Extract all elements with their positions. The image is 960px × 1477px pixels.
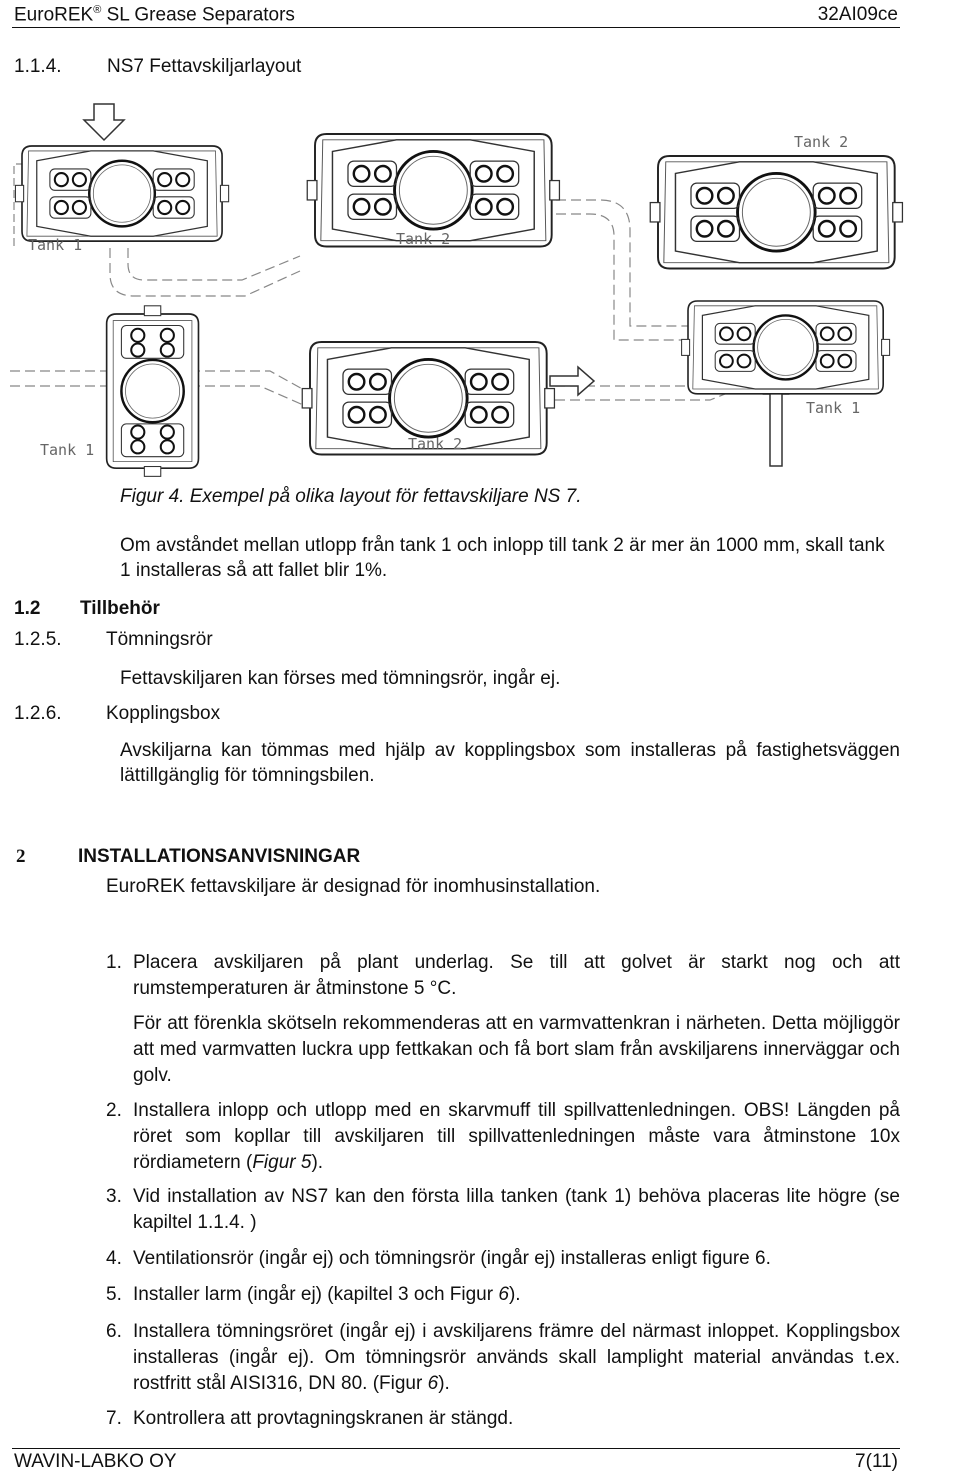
tank-label: Tank 1 — [806, 399, 861, 417]
list-text-tail: ). — [311, 1152, 324, 1173]
list-item — [106, 1098, 900, 1176]
section-heading-1-1-4 — [14, 56, 302, 78]
tank-label: Tank 2 — [794, 133, 849, 151]
list-item — [106, 1011, 900, 1089]
list-text: Kontrollera att provtagningskranen är stängd. — [133, 1408, 514, 1429]
section-number: 1.2 — [14, 598, 41, 619]
footer-company: WAVIN-LABKO OY — [14, 1451, 177, 1472]
flow-arrow-icon — [550, 367, 594, 395]
list-text-wrap — [133, 1319, 900, 1397]
separator-tank-1-top — [15, 146, 228, 241]
section-1-2-6-text: Avskiljarna kan tömmas med hjälp av kopplingsbox som installeras på fastighetsväggen lättillgänglig för tömningsbilen. — [120, 740, 900, 786]
section-heading-2 — [16, 846, 361, 868]
section-number: 1.2.5. — [14, 629, 62, 650]
section-heading-1-2 — [14, 598, 160, 620]
layout-figure — [10, 96, 906, 486]
section-heading-1-2-5 — [14, 629, 213, 651]
list-text-wrap — [133, 1282, 900, 1308]
header-rule — [12, 27, 900, 28]
header-brand: EuroREK — [14, 4, 94, 26]
section-2-intro: EuroREK fettavskiljare är designad för inomhusinstallation. — [106, 876, 601, 897]
section-title: Tömningsrör — [106, 629, 213, 650]
section-title: Kopplingsbox — [106, 703, 221, 724]
list-number: 6. — [106, 1321, 122, 1342]
header-doc-code: 32AI09ce — [817, 4, 898, 25]
list-text: Installera inlopp och utlopp med en skarvmuff till spillvattenledningen. OBS! Längden på röret som kopllar till avskiljaren till spillvattenledningen måste vara åtminstone 10x rördiametern ( — [133, 1100, 900, 1173]
list-text: Installer larm (ingår ej) (kapiltel 3 och Figur — [133, 1284, 499, 1305]
list-text-wrap — [133, 1098, 900, 1176]
list-text: Ventilationsrör (ingår ej) och tömningsrör (ingår ej) installeras enligt figure 6. — [133, 1248, 771, 1269]
footer-rule — [12, 1448, 900, 1449]
list-number: 1. — [106, 952, 122, 973]
section-1-2-5-text: Fettavskiljaren kan förses med tömningsrör, ingår ej. — [120, 668, 561, 689]
section-title: INSTALLATIONSANVISNINGAR — [78, 846, 361, 867]
section-heading-1-2-6 — [14, 703, 221, 725]
list-text: Installera tömningsröret (ingår ej) i avskiljarens främre del närmast inloppet. Kopplingsbox installeras (ingår ej). Om tömningsrör används skall lamplight material användas t.ex. rostfritt stål AISI316, DN 80. (Figur — [133, 1321, 900, 1394]
section-title: Tillbehör — [80, 598, 160, 619]
list-text: Placera avskiljaren på plant underlag. Se till att golvet är starkt nog och att rumstemperaturen är åtminstone 5 °C. — [133, 952, 900, 999]
list-item — [106, 950, 900, 1002]
tank-label: Tank 2 — [408, 435, 463, 453]
tank-label: Tank 1 — [28, 236, 83, 254]
separator-tank-1-right — [682, 301, 890, 394]
list-number: 4. — [106, 1248, 122, 1269]
registered-mark: ® — [93, 4, 102, 16]
list-text-tail: ). — [508, 1284, 521, 1305]
footer-page-number: 7(11) — [855, 1451, 898, 1472]
list-number: 2. — [106, 1100, 122, 1121]
list-number: 7. — [106, 1408, 122, 1429]
list-item — [106, 1319, 900, 1397]
figure-reference: 6 — [427, 1373, 439, 1394]
list-item — [106, 1246, 900, 1272]
section-number: 1.2.6. — [14, 703, 62, 724]
list-extra-text: För att förenkla skötseln rekommenderas att en varmvattenkran i närheten. Detta möjliggör att med varmvatten luckra upp fettkakan och få bort slam från avskiljarens innerväggar och golv. — [133, 1013, 900, 1086]
separator-tank-1-vertical — [107, 306, 199, 477]
section-number: 1.1.4. — [14, 56, 62, 77]
section-title: NS7 Fettavskiljarlayout — [107, 56, 302, 77]
inlet-arrow-icon — [84, 104, 124, 140]
figure-reference: 6 — [498, 1284, 509, 1305]
list-item — [106, 1184, 900, 1236]
tank-label: Tank 1 — [40, 441, 95, 459]
list-text: Vid installation av NS7 kan den första lilla tanken (tank 1) behöva placeras lite högre (se kapiltel 1.1.4. ) — [133, 1186, 900, 1233]
list-item — [106, 1282, 900, 1308]
header-title — [14, 4, 295, 26]
section-number: 2 — [16, 846, 26, 867]
list-text-tail: ). — [438, 1373, 450, 1394]
figure-caption: Figur 4. Exempel på olika layout för fettavskiljare NS 7. — [120, 486, 582, 507]
tank-label: Tank 2 — [396, 230, 451, 248]
header-title-rest: SL Grease Separators — [101, 4, 295, 26]
distance-note: Om avståndet mellan utlopp från tank 1 och inlopp till tank 2 är mer än 1000 mm, skall tank 1 installeras så att fallet blir 1%. — [120, 535, 885, 581]
list-item — [106, 1406, 900, 1432]
list-number: 3. — [106, 1186, 122, 1207]
figure-reference: Figur 5 — [252, 1152, 312, 1173]
list-number: 5. — [106, 1284, 122, 1305]
separator-tank-2-right — [650, 156, 902, 269]
